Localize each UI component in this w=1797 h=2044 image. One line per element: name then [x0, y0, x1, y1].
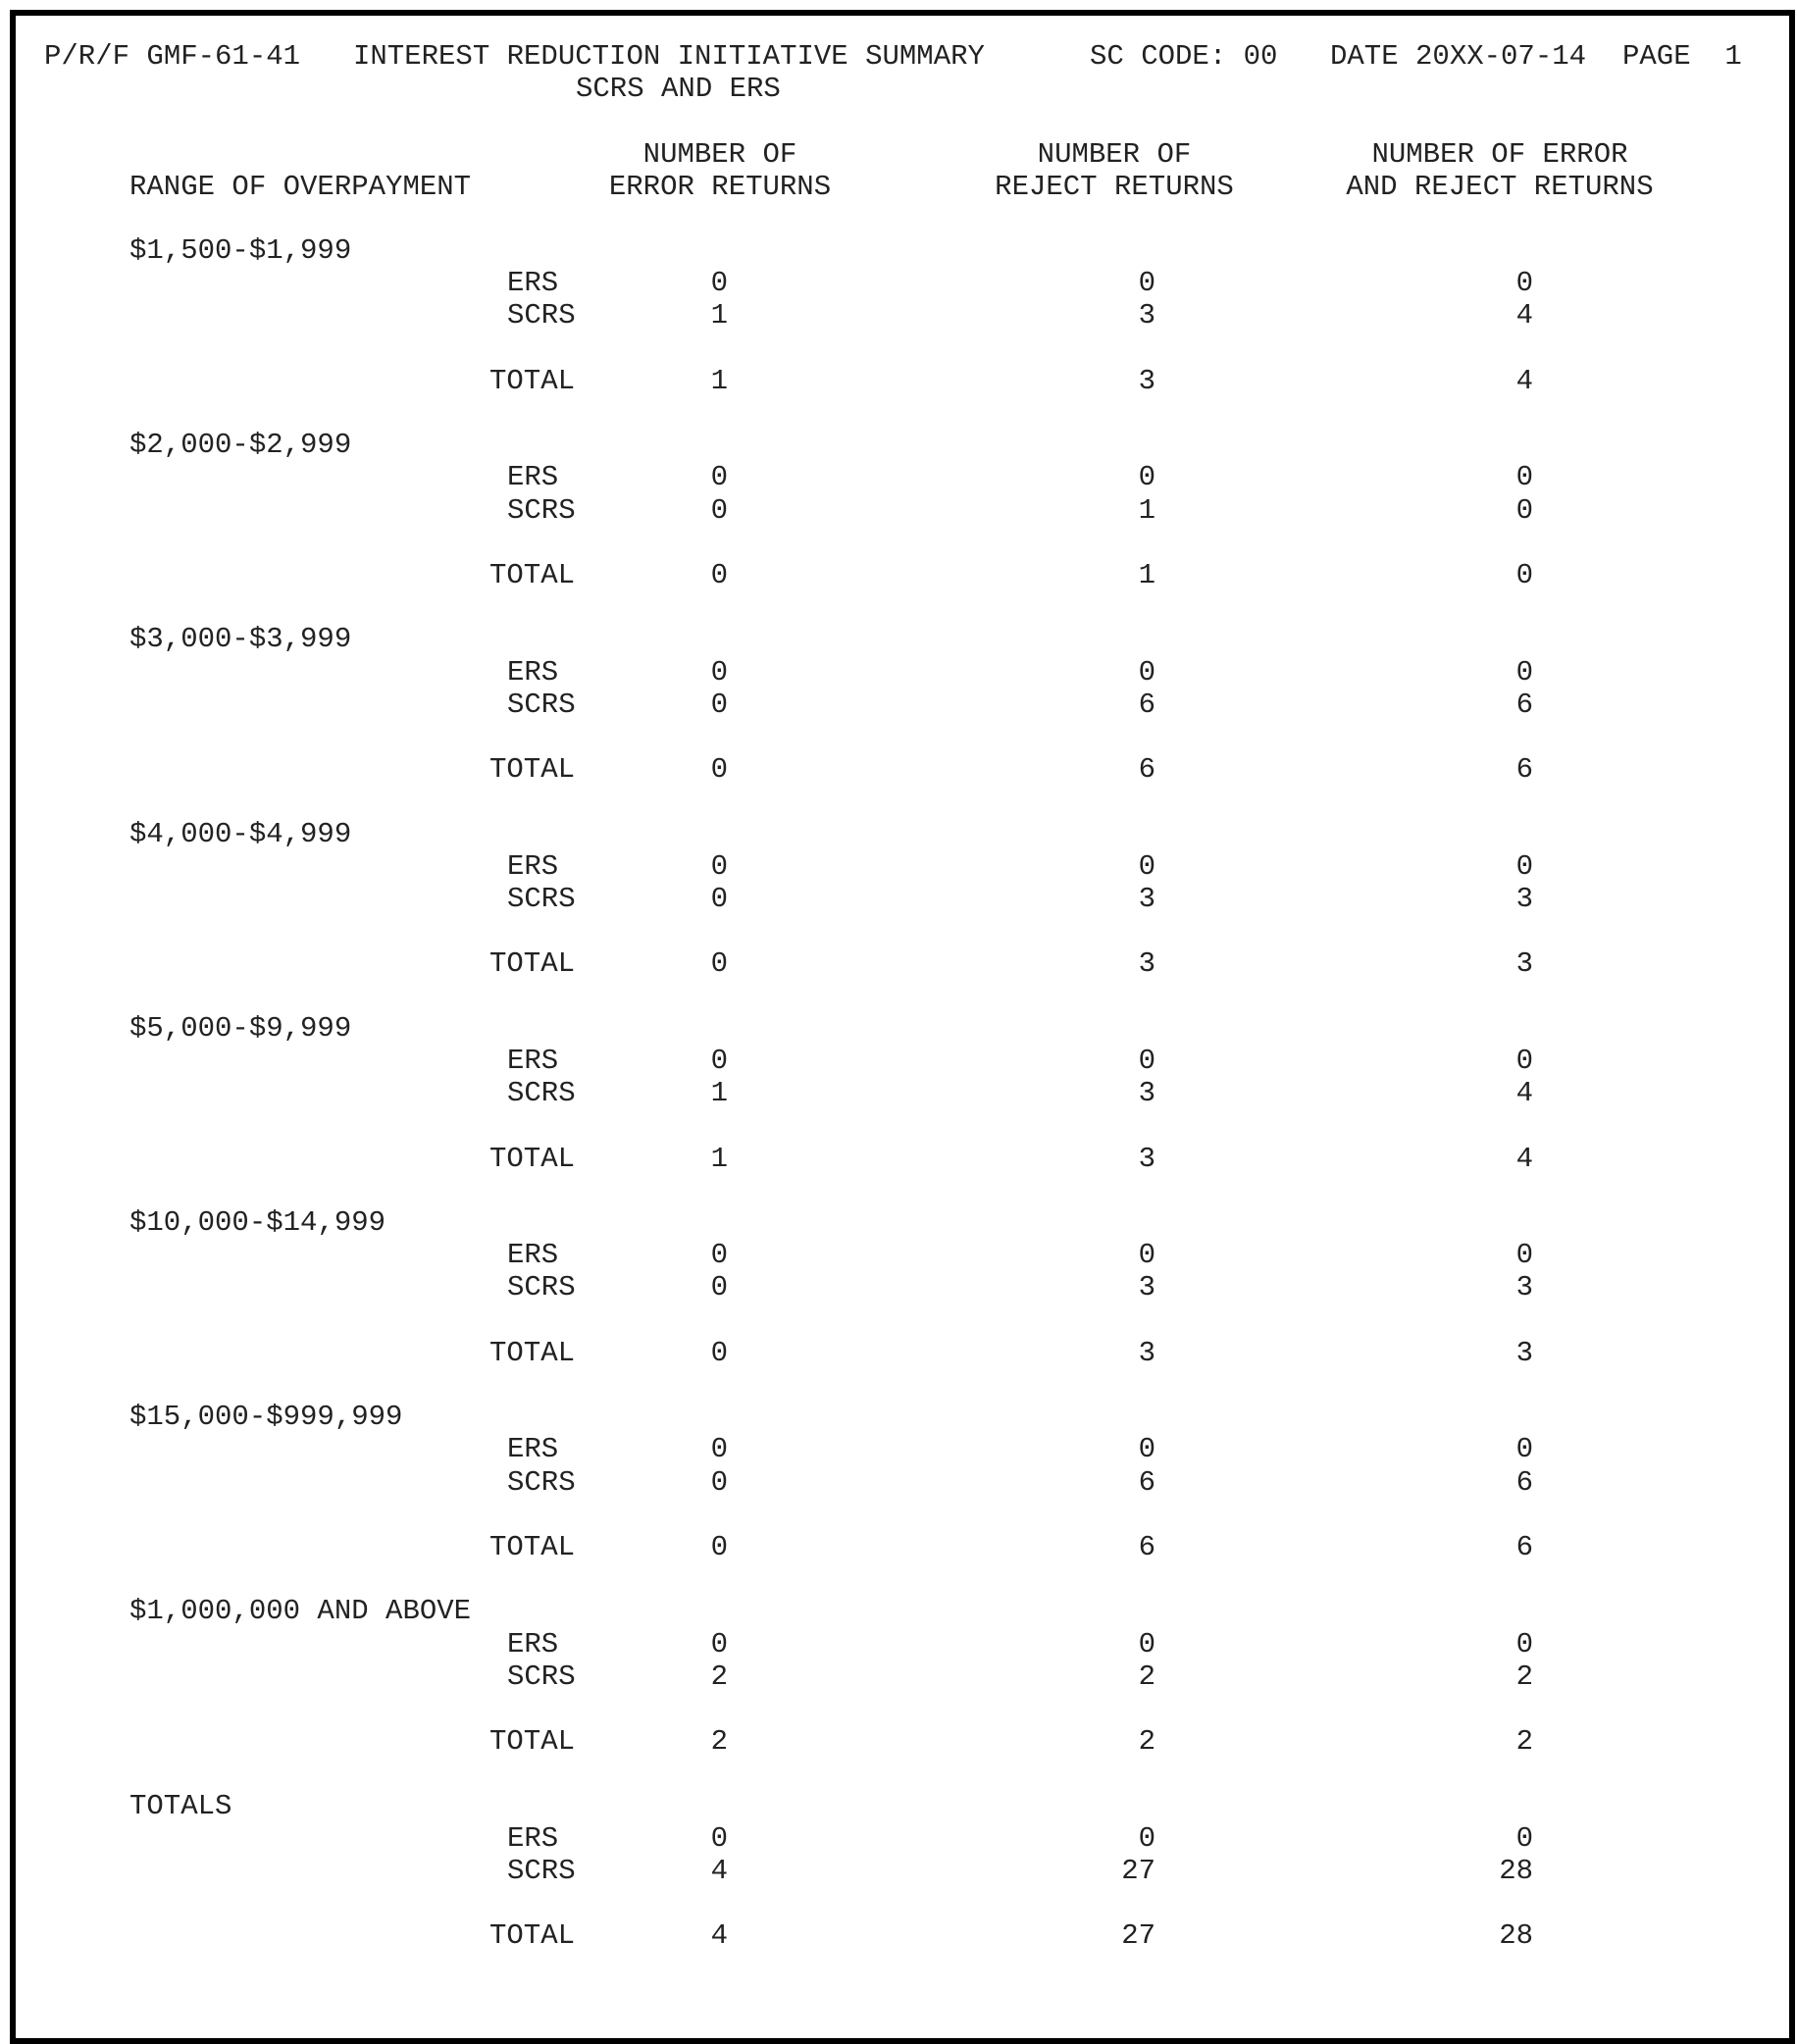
error-and-reject-value: 0 [1515, 461, 1533, 494]
error-and-reject-value: 6 [1515, 688, 1533, 721]
sc-code: SC CODE: 00 [1090, 40, 1278, 73]
column-header-both-line2: AND REJECT RETURNS [1346, 171, 1654, 203]
row-label: ERS [507, 461, 559, 494]
error-returns-value: 0 [710, 688, 728, 721]
row-label: ERS [507, 655, 559, 689]
report-subtitle: SCRS AND ERS [576, 73, 781, 105]
range-label: $5,000-$9,999 [129, 1011, 352, 1045]
error-and-reject-value: 0 [1515, 655, 1533, 689]
error-returns-value: 0 [710, 1336, 728, 1369]
error-and-reject-value: 0 [1515, 849, 1533, 883]
error-returns-value: 0 [710, 1821, 728, 1855]
report-id: P/R/F GMF-61-41 [44, 40, 301, 73]
range-label: $1,000,000 AND ABOVE [129, 1595, 472, 1628]
error-returns-value: 0 [710, 1465, 728, 1499]
reject-returns-value: 0 [1138, 267, 1155, 300]
reject-returns-value: 6 [1138, 688, 1155, 721]
error-returns-value: 0 [710, 1433, 728, 1466]
reject-returns-value: 3 [1138, 1271, 1155, 1304]
error-and-reject-value: 28 [1499, 1919, 1533, 1953]
error-and-reject-value: 28 [1499, 1855, 1533, 1887]
error-and-reject-value: 0 [1515, 493, 1533, 527]
error-returns-value: 1 [710, 1077, 728, 1110]
row-label: TOTAL [489, 1725, 576, 1759]
column-header-error-line2: ERROR RETURNS [608, 171, 832, 203]
error-and-reject-value: 3 [1515, 947, 1533, 981]
column-header-error-line1: NUMBER OF [642, 138, 797, 171]
page-number: PAGE 1 [1622, 40, 1742, 73]
reject-returns-value: 3 [1138, 299, 1155, 332]
range-label: $4,000-$4,999 [129, 817, 352, 850]
error-and-reject-value: 0 [1515, 1239, 1533, 1272]
range-label: $1,500-$1,999 [129, 234, 352, 267]
error-returns-value: 2 [710, 1660, 728, 1693]
error-returns-value: 1 [710, 1142, 728, 1175]
error-returns-value: 0 [710, 1271, 728, 1304]
row-label: ERS [507, 1433, 559, 1466]
error-returns-value: 2 [710, 1725, 728, 1759]
row-label: ERS [507, 1239, 559, 1272]
reject-returns-value: 3 [1138, 1142, 1155, 1175]
error-and-reject-value: 0 [1515, 1627, 1533, 1661]
reject-returns-value: 2 [1138, 1725, 1155, 1759]
row-label: TOTAL [489, 1531, 576, 1563]
error-and-reject-value: 6 [1515, 753, 1533, 787]
row-label: TOTAL [489, 753, 576, 787]
row-label: TOTAL [489, 1919, 576, 1953]
row-label: SCRS [507, 688, 576, 721]
reject-returns-value: 3 [1138, 883, 1155, 915]
row-label: ERS [507, 1821, 559, 1855]
column-header-reject-line2: REJECT RETURNS [995, 171, 1234, 203]
error-and-reject-value: 2 [1515, 1725, 1533, 1759]
row-label: TOTAL [489, 947, 576, 981]
report-date: DATE 20XX-07-14 [1330, 40, 1587, 73]
column-header-both-line1: NUMBER OF ERROR [1371, 138, 1628, 171]
reject-returns-value: 3 [1138, 1336, 1155, 1369]
error-returns-value: 0 [710, 655, 728, 689]
row-label: SCRS [507, 1855, 576, 1887]
range-label: TOTALS [129, 1789, 232, 1822]
error-returns-value: 0 [710, 267, 728, 300]
row-label: SCRS [507, 883, 576, 915]
error-returns-value: 0 [710, 753, 728, 787]
reject-returns-value: 0 [1138, 655, 1155, 689]
range-label: $2,000-$2,999 [129, 429, 352, 462]
reject-returns-value: 0 [1138, 1045, 1155, 1077]
error-returns-value: 0 [710, 1239, 728, 1272]
error-and-reject-value: 0 [1515, 1433, 1533, 1466]
error-returns-value: 4 [710, 1919, 728, 1953]
error-and-reject-value: 0 [1515, 1045, 1533, 1077]
error-returns-value: 1 [710, 364, 728, 397]
reject-returns-value: 0 [1138, 1433, 1155, 1466]
error-returns-value: 0 [710, 1045, 728, 1077]
error-returns-value: 0 [710, 493, 728, 527]
error-returns-value: 0 [710, 1627, 728, 1661]
error-returns-value: 0 [710, 849, 728, 883]
row-label: SCRS [507, 493, 576, 527]
error-returns-value: 4 [710, 1855, 728, 1887]
reject-returns-value: 27 [1121, 1919, 1155, 1953]
row-label: ERS [507, 849, 559, 883]
error-and-reject-value: 3 [1515, 1336, 1533, 1369]
reject-returns-value: 0 [1138, 849, 1155, 883]
error-and-reject-value: 6 [1515, 1531, 1533, 1563]
error-returns-value: 0 [710, 559, 728, 591]
reject-returns-value: 0 [1138, 461, 1155, 494]
range-label: $10,000-$14,999 [129, 1206, 386, 1239]
range-label: $3,000-$3,999 [129, 623, 352, 656]
reject-returns-value: 27 [1121, 1855, 1155, 1887]
row-label: TOTAL [489, 1142, 576, 1175]
error-and-reject-value: 0 [1515, 559, 1533, 591]
error-and-reject-value: 4 [1515, 364, 1533, 397]
row-label: ERS [507, 1045, 559, 1077]
column-header-range: RANGE OF OVERPAYMENT [129, 171, 472, 203]
error-and-reject-value: 3 [1515, 1271, 1533, 1304]
error-and-reject-value: 6 [1515, 1465, 1533, 1499]
row-label: SCRS [507, 1271, 576, 1304]
error-and-reject-value: 0 [1515, 267, 1533, 300]
range-label: $15,000-$999,999 [129, 1401, 403, 1434]
reject-returns-value: 3 [1138, 947, 1155, 981]
reject-returns-value: 0 [1138, 1239, 1155, 1272]
error-returns-value: 1 [710, 299, 728, 332]
row-label: ERS [507, 267, 559, 300]
reject-returns-value: 1 [1138, 559, 1155, 591]
report-title: INTEREST REDUCTION INITIATIVE SUMMARY [353, 40, 985, 73]
reject-returns-value: 0 [1138, 1627, 1155, 1661]
reject-returns-value: 3 [1138, 364, 1155, 397]
error-and-reject-value: 3 [1515, 883, 1533, 915]
row-label: TOTAL [489, 559, 576, 591]
reject-returns-value: 6 [1138, 753, 1155, 787]
row-label: SCRS [507, 1660, 576, 1693]
reject-returns-value: 2 [1138, 1660, 1155, 1693]
reject-returns-value: 1 [1138, 493, 1155, 527]
error-and-reject-value: 4 [1515, 1142, 1533, 1175]
row-label: SCRS [507, 1465, 576, 1499]
error-returns-value: 0 [710, 461, 728, 494]
row-label: ERS [507, 1627, 559, 1661]
error-returns-value: 0 [710, 1531, 728, 1563]
row-label: TOTAL [489, 1336, 576, 1369]
reject-returns-value: 6 [1138, 1531, 1155, 1563]
error-returns-value: 0 [710, 883, 728, 915]
row-label: SCRS [507, 1077, 576, 1110]
reject-returns-value: 3 [1138, 1077, 1155, 1110]
row-label: SCRS [507, 299, 576, 332]
row-label: TOTAL [489, 364, 576, 397]
error-and-reject-value: 4 [1515, 299, 1533, 332]
reject-returns-value: 6 [1138, 1465, 1155, 1499]
reject-returns-value: 0 [1138, 1821, 1155, 1855]
error-and-reject-value: 4 [1515, 1077, 1533, 1110]
error-and-reject-value: 2 [1515, 1660, 1533, 1693]
error-returns-value: 0 [710, 947, 728, 981]
column-header-reject-line1: NUMBER OF [1037, 138, 1192, 171]
error-and-reject-value: 0 [1515, 1821, 1533, 1855]
